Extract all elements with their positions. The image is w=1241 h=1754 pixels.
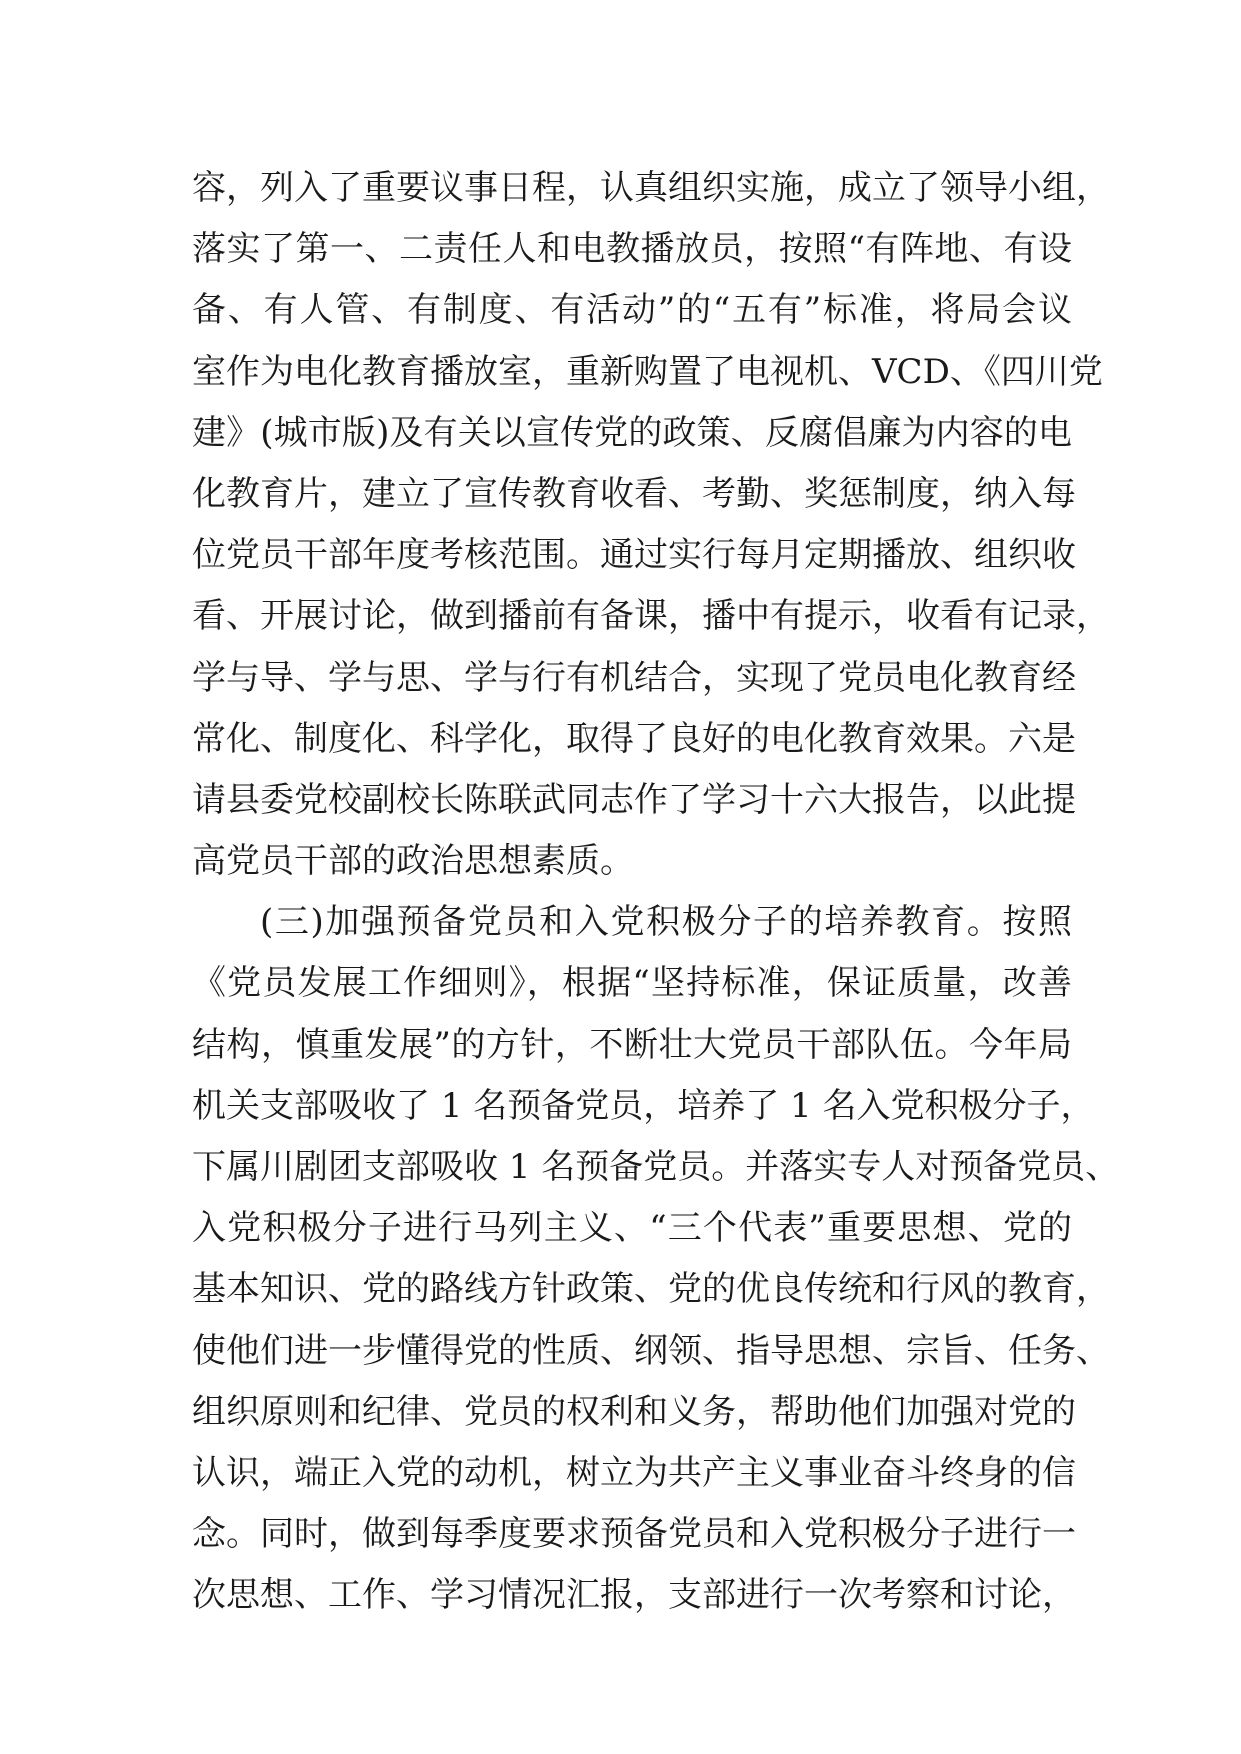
text-line: 下属川剧团支部吸收 1 名预备党员。并落实专人对预备党员、 — [192, 1147, 1120, 1187]
text-line: 认识，端正入党的动机，树立为共产主义事业奋斗终身的信 — [192, 1452, 1076, 1493]
text-line: 组织原则和纪律、党员的权利和义务，帮助他们加强对党的 — [192, 1391, 1076, 1432]
text-line: 位党员干部年度考核范围。通过实行每月定期播放、组织收 — [192, 535, 1076, 576]
text-line: 备、有人管、有制度、有活动”的“五有”标准，将局会议 — [192, 290, 1072, 331]
text-line: 次思想、工作、学习情况汇报，支部进行一次考察和讨论， — [192, 1575, 1076, 1616]
text-line: 化教育片，建立了宣传教育收看、考勤、奖惩制度，纳入每 — [192, 473, 1076, 514]
text-line: 请县委党校副校长陈联武同志作了学习十六大报告，以此提 — [192, 779, 1076, 820]
text-line: 建》(城市版)及有关以宣传党的政策、反腐倡廉为内容的电 — [192, 412, 1072, 453]
text-line: 高党员干部的政治思想素质。 — [192, 841, 634, 882]
section-heading-line: (三)加强预备党员和入党积极分子的培养教育。按照 — [260, 902, 1072, 943]
text-line: 容，列入了重要议事日程，认真组织实施，成立了领导小组， — [192, 168, 1110, 208]
text-line: 使他们进一步懂得党的性质、纲领、指导思想、宗旨、任务、 — [192, 1330, 1110, 1371]
text-line: 《党员发展工作细则》，根据“坚持标准，保证质量，改善 — [192, 963, 1072, 1004]
text-line: 入党积极分子进行马列主义、“三个代表”重要思想、党的 — [192, 1208, 1072, 1249]
text-line: 常化、制度化、科学化，取得了良好的电化教育效果。六是 — [192, 718, 1076, 759]
text-line: 学与导、学与思、学与行有机结合，实现了党员电化教育经 — [192, 657, 1076, 698]
text-line: 念。同时，做到每季度要求预备党员和入党积极分子进行一 — [192, 1514, 1076, 1555]
text-line: 室作为电化教育播放室，重新购置了电视机、VCD、《四川党 — [192, 351, 1103, 392]
text-line: 结构，慎重发展”的方针，不断壮大党员干部队伍。今年局 — [192, 1024, 1072, 1065]
body-text — [192, 158, 1120, 1627]
text-line: 机关支部吸收了 1 名预备党员，培养了 1 名入党积极分子， — [192, 1085, 1095, 1126]
text-line: 看、开展讨论，做到播前有备课，播中有提示，收看有记录， — [192, 596, 1110, 637]
text-line: 基本知识、党的路线方针政策、党的优良传统和行风的教育， — [192, 1269, 1110, 1310]
text-line: 落实了第一、二责任人和电教播放员，按照“有阵地、有设 — [192, 229, 1072, 270]
